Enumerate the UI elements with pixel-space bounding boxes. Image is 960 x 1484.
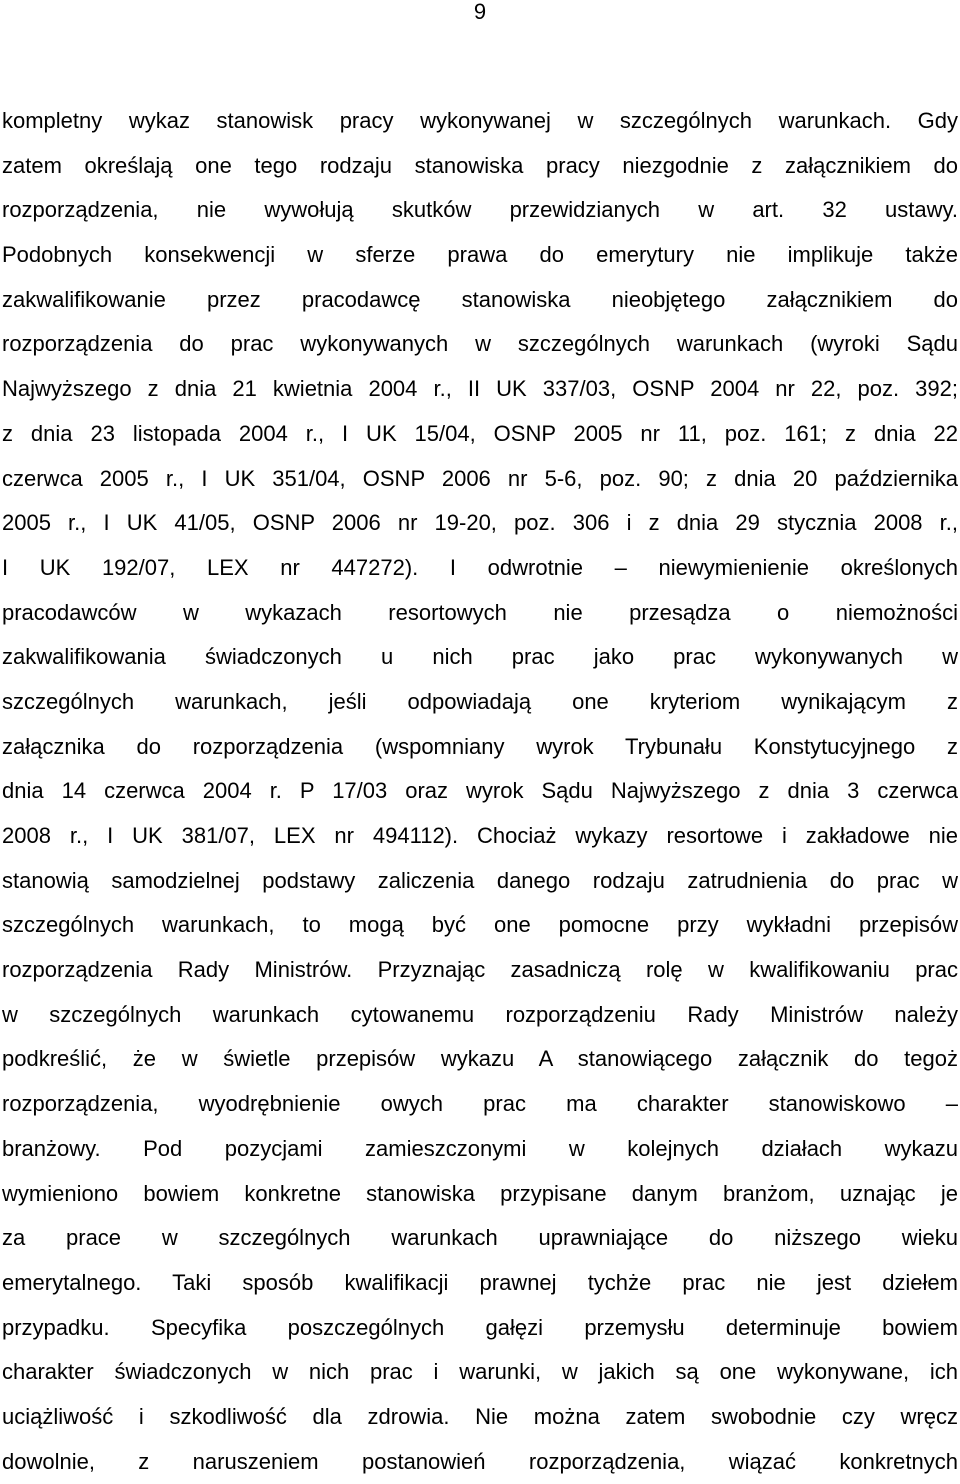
- text-line: charakter świadczonych w nich prac i warunki, w jakich są one wykonywane, ich: [2, 1359, 958, 1385]
- text-line: 2008 r., I UK 381/07, LEX nr 494112). Chociaż wykazy resortowe i zakładowe nie: [2, 823, 958, 848]
- body-text: [2, 99, 958, 1484]
- text-line: rozporządzenia Rady Ministrów. Przyznając zasadniczą rolę w kwalifikowaniu prac: [2, 957, 958, 983]
- text-line: szczególnych warunkach, jeśli odpowiadają one kryteriom wynikającym z: [2, 688, 958, 714]
- text-line: dnia 14 czerwca 2004 r. P 17/03 oraz wyrok Sądu Najwyższego z dnia 3 czerwca: [2, 778, 958, 804]
- text-line: emerytalnego. Taki sposób kwalifikacji prawnej tychże prac nie jest dziełem: [2, 1269, 958, 1295]
- text-line: wymieniono bowiem konkretne stanowiska przypisane danym branżom, uznając je: [2, 1180, 958, 1206]
- text-line: 2005 r., I UK 41/05, OSNP 2006 nr 19-20, poz. 306 i z dnia 29 stycznia 2008 r.,: [2, 510, 958, 536]
- text-line: dowolnie, z naruszeniem postanowień rozporządzenia, wiązać konkretnych: [2, 1448, 958, 1474]
- text-line: stanowią samodzielnej podstawy zaliczenia danego rodzaju zatrudnienia do prac w: [2, 867, 958, 893]
- text-line: Najwyższego z dnia 21 kwietnia 2004 r., II UK 337/03, OSNP 2004 nr 22, poz. 392;: [2, 376, 958, 402]
- text-line: branżowy. Pod pozycjami zamieszczonymi w kolejnych działach wykazu: [2, 1135, 958, 1161]
- text-line: zatem określają one tego rodzaju stanowiska pracy niezgodnie z załącznikiem do: [2, 152, 958, 178]
- text-line: czerwca 2005 r., I UK 351/04, OSNP 2006 nr 5-6, poz. 90; z dnia 20 października: [2, 465, 958, 491]
- text-line: zakwalifikowanie przez pracodawcę stanowiska nieobjętego załącznikiem do: [2, 286, 958, 312]
- text-line: zakwalifikowania świadczonych u nich prac jako prac wykonywanych w: [2, 644, 958, 670]
- text-line: za prace w szczególnych warunkach uprawniające do niższego wieku: [2, 1225, 958, 1251]
- text-line: załącznika do rozporządzenia (wspomniany wyrok Trybunału Konstytucyjnego z: [2, 733, 958, 759]
- text-line: szczególnych warunkach, to mogą być one pomocne przy wykładni przepisów: [2, 912, 958, 938]
- text-line: przypadku. Specyfika poszczególnych gałęzi przemysłu determinuje bowiem: [2, 1314, 958, 1340]
- text-line: rozporządzenia, wyodrębnienie owych prac ma charakter stanowiskowo –: [2, 1091, 958, 1117]
- page-number: 9: [473, 0, 487, 24]
- text-line: podkreślić, że w świetle przepisów wykazu A stanowiącego załącznik do tegoż: [2, 1046, 958, 1072]
- text-line: rozporządzenia do prac wykonywanych w szczególnych warunkach (wyroki Sądu: [2, 331, 958, 357]
- text-line: rozporządzenia, nie wywołują skutków przewidzianych w art. 32 ustawy.: [2, 197, 958, 223]
- text-line: I UK 192/07, LEX nr 447272). I odwrotnie – niewymienienie określonych: [2, 554, 958, 580]
- text-line: z dnia 23 listopada 2004 r., I UK 15/04, OSNP 2005 nr 11, poz. 161; z dnia 22: [2, 420, 958, 446]
- text-line: w szczególnych warunkach cytowanemu rozporządzeniu Rady Ministrów należy: [2, 1001, 958, 1027]
- text-line: kompletny wykaz stanowisk pracy wykonywanej w szczególnych warunkach. Gdy: [2, 108, 958, 133]
- text-line: Podobnych konsekwencji w sferze prawa do emerytury nie implikuje także: [2, 242, 958, 268]
- text-line: pracodawców w wykazach resortowych nie przesądza o niemożności: [2, 599, 958, 625]
- text-line: uciążliwość i szkodliwość dla zdrowia. Nie można zatem swobodnie czy wręcz: [2, 1403, 958, 1429]
